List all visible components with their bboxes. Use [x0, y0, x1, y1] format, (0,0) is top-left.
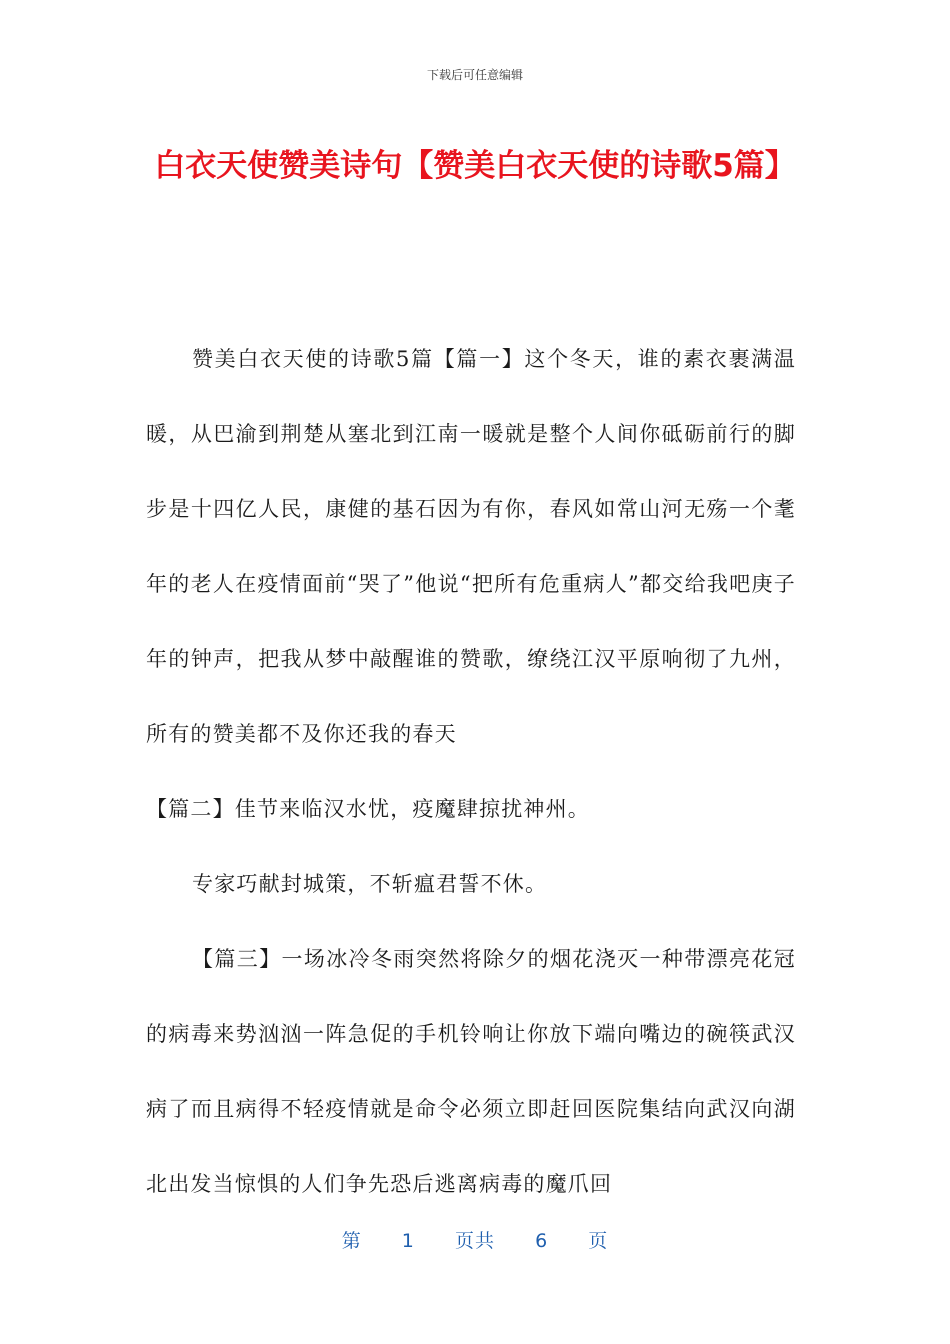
footer-suffix: 页 — [588, 1230, 609, 1252]
paragraph-3: 专家巧献封城策，不斩瘟君誓不休。 — [192, 872, 548, 896]
footer-prefix: 第 — [341, 1230, 362, 1252]
paragraph-4: 【篇三】一场冰冷冬雨突然将除夕的烟花浇灭一种带漂亮花冠的病毒来势汹汹一阵急促的手机铃响让你放下端向嘴边的碗筷武汉病了而且病得不轻疫情就是命令必须立即赶回医院集结向武汉向湖北出发当惊惧的人们争先恐后逃离病毒的魔爪回 — [146, 947, 796, 1196]
header-note: 下载后可任意编辑 — [426, 68, 523, 82]
paragraph-1: 赞美白衣天使的诗歌5篇【篇一】这个冬天，谁的素衣裹满温暖，从巴渝到荆楚从塞北到江南一暖就是整个人间你砥砺前行的脚步是十四亿人民，康健的基石因为有你，春风如常山河无殇一个耄年的老人在疫情面前“哭了”他说“把所有危重病人”都交给我吧庚子年的钟声，把我从梦中敲醒谁的赞歌，缭绕江汉平原响彻了九州，所有的赞美都不及你还我的春天 — [146, 347, 796, 746]
footer-total-pages: 6 — [535, 1230, 549, 1252]
document-title: 白衣天使赞美诗句【赞美白衣天使的诗歌5篇】 — [154, 148, 796, 184]
footer-middle: 页共 — [454, 1230, 495, 1252]
page-footer — [0, 1226, 950, 1253]
footer-page-number: 1 — [401, 1230, 415, 1252]
paragraph-2: 【篇二】佳节来临汉水忧，疫魔肆掠扰神州。 — [146, 797, 590, 821]
document-body — [146, 322, 796, 1222]
